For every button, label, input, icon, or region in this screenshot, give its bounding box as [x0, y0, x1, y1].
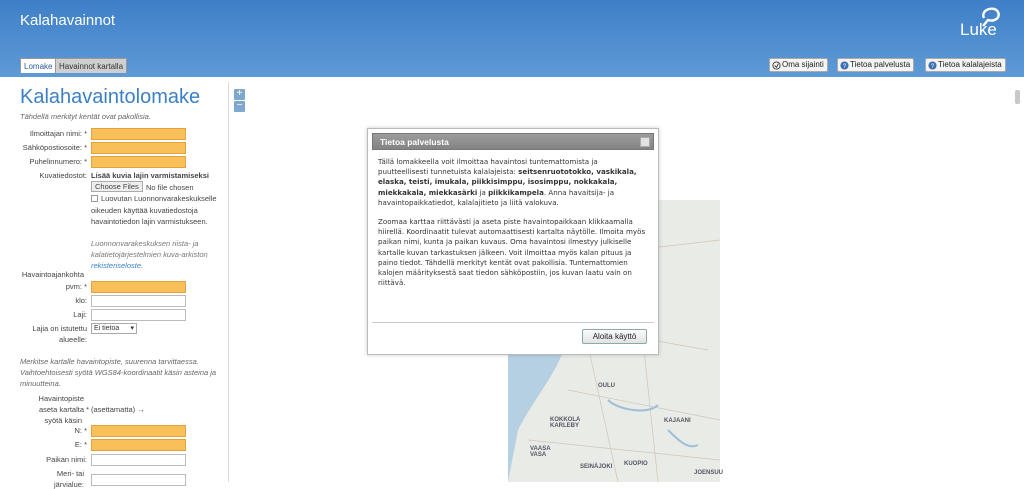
oma-sijainti-button[interactable]	[769, 58, 828, 72]
n-coordinate-field[interactable]	[91, 425, 186, 437]
name-field[interactable]	[91, 128, 186, 140]
logo-text: Luke	[960, 20, 997, 39]
tietoa-kalalajeista-button[interactable]	[925, 58, 1006, 72]
dialog-titlebar[interactable]	[372, 133, 654, 150]
point-value: (asettamatta) →	[91, 405, 145, 414]
files-label: Kuvatiedostot:	[39, 171, 87, 180]
info-icon	[928, 61, 937, 70]
email-label: Sähköpostiosoite: *	[22, 143, 87, 152]
phone-label: Puhelinnumero: *	[29, 157, 87, 166]
time-label: klo:	[75, 296, 87, 305]
archive-link[interactable]: rekisteriseloste.	[91, 261, 144, 270]
e-label: E: *	[74, 440, 87, 449]
svg-text:?: ?	[842, 62, 847, 70]
date-label: pvm: *	[65, 282, 87, 291]
zoom-out-button[interactable]: −	[234, 101, 245, 112]
required-note: Tähdellä merkityt kentät ovat pakollisia.	[20, 112, 151, 121]
archive-note-1: Luonnonvarakeskuksen riista- ja	[91, 239, 199, 248]
map-label-oulu: OULU	[598, 383, 615, 389]
date-field[interactable]	[91, 281, 186, 293]
consent-text-3: havaintotiedon lajin varmistukseen.	[91, 217, 208, 226]
point-label-3: syötä käsin	[44, 416, 82, 425]
no-file-text: No file chosen	[146, 183, 194, 192]
p1-and: ja	[477, 187, 489, 197]
observation-form	[0, 82, 227, 489]
tab-lomake[interactable]: Lomake	[20, 58, 56, 73]
form-title: Kalahavaintolomake	[20, 86, 201, 108]
map-label-kajaani: KAJAANI	[664, 418, 691, 424]
map-label-vaasa: VAASA VASA	[530, 446, 551, 458]
archive-note-2: kalatietojärjestelmien kuva-arkiston	[91, 250, 208, 259]
p1-end: . Anna havaitsija- ja havaintopaikkatiedot, kalalajitieto ja liitä valokuva.	[378, 187, 615, 207]
tietoa-kalalajeista-label: Tietoa kalalajeista	[938, 60, 1002, 69]
start-button[interactable]: Aloita käyttö	[582, 329, 647, 344]
oma-sijainti-label: Oma sijainti	[782, 60, 824, 69]
consent-text-2: oikeuden käyttää kuvatiedostoja	[91, 206, 198, 215]
tietoa-palvelusta-label: Tietoa palvelusta	[850, 60, 911, 69]
map-note-2: Vaihtoehtoisesti syötä WGS84-koordinaatit käsin asteina ja	[20, 368, 217, 377]
info-icon	[840, 61, 849, 70]
stocked-label-2: alueelle:	[59, 335, 87, 344]
app-title: Kalahavainnot	[20, 12, 116, 29]
name-label: Ilmoittajan nimi: *	[29, 129, 87, 138]
map-label-joensuu: JOENSUU	[694, 470, 724, 476]
stocked-select[interactable]	[91, 323, 137, 334]
scrollbar-thumb[interactable]	[1015, 90, 1020, 104]
lake-field[interactable]	[91, 474, 186, 486]
dialog-divider	[372, 322, 654, 323]
zoom-in-button[interactable]: +	[234, 89, 245, 100]
place-label: Paikan nimi:	[46, 455, 87, 464]
chevron-down-icon: ▾	[130, 325, 134, 332]
date-heading: Havaintoajankohta	[21, 270, 84, 279]
tietoa-palvelusta-button[interactable]	[837, 58, 914, 72]
p1-start: Tällä lomakkeella voit ilmoittaa havaintosi tuntemattomista ja puutteellisesti tunnetuista kalalajeista:	[378, 157, 598, 177]
map-note-1: Merkitse kartalle havaintopiste, suurenna tarvittaessa.	[20, 357, 199, 366]
e-coordinate-field[interactable]	[91, 439, 186, 451]
n-label: N: *	[74, 426, 87, 435]
svg-text:?: ?	[930, 62, 935, 70]
luke-logo	[954, 4, 1006, 40]
dialog-title: Tietoa palvelusta	[380, 137, 449, 147]
choose-files-button[interactable]: Choose Files	[91, 181, 143, 192]
p1-last-species: piikkikampela	[488, 187, 544, 197]
location-icon	[772, 61, 781, 70]
p1-species: seitsenruototokko, vaskikala, elaska, teisti, imukala, piikkisimppu, isosimppu, nokkakala, miekkakala, miekkasärki	[378, 167, 637, 197]
species-label: Laji:	[73, 310, 87, 319]
lake-label-1: Meri- tai	[56, 469, 84, 478]
info-dialog	[367, 128, 659, 355]
app-header	[0, 0, 1024, 77]
map-label-seinajoki: SEINÄJOKI	[580, 464, 613, 470]
time-field[interactable]	[91, 295, 186, 307]
map-label-kokkola: KOKKOLA KARLEBY	[550, 417, 581, 429]
files-heading: Lisää kuvia lajin varmistamiseksi	[91, 171, 209, 180]
point-label-2: aseta kartalta *	[38, 405, 89, 414]
tab-havainnot-kartalla[interactable]: Havainnot kartalla	[55, 58, 127, 73]
map-label-kuopio: KUOPIO	[624, 461, 648, 467]
email-field[interactable]	[91, 142, 186, 154]
lake-label-2: järvialue:	[53, 480, 84, 489]
close-icon[interactable]	[640, 137, 650, 147]
stocked-select-value: Ei tietoa	[94, 325, 120, 332]
place-field[interactable]	[91, 454, 186, 466]
consent-checkbox[interactable]	[91, 195, 98, 202]
dialog-paragraph-1	[378, 157, 650, 208]
dialog-body	[378, 157, 650, 297]
point-label-1: Havaintopiste	[38, 394, 84, 403]
consent-text-1: Luovutan Luonnonvarakeskukselle	[101, 194, 217, 203]
phone-field[interactable]	[91, 156, 186, 168]
map-note-3: minuutteina.	[20, 379, 61, 388]
species-field[interactable]	[91, 309, 186, 321]
dialog-paragraph-2: Zoomaa karttaa riittävästi ja aseta piste havaintopaikkaan klikkaamalla hiirellä. Koordinaatit tulevat automaattisesti kartalta näytölle. Ilmoita myös paikan nimi, kunta ja paikan kuvaus. Oma havaintosi ilmestyy julkiselle kartalle kuvan tarkastuksen jälkeen. Voit ilmoittaa myös kalan pituus ja paino tiedot. Tähdellä merkityt kentät ovat pakollisia. Tuntemattomien kalojen määrityksestä saat tiedon sähköpostiin, jos kuvan laatu vain on riittävä.	[378, 217, 646, 288]
stocked-label-1: Lajia on istutettu	[32, 324, 87, 333]
